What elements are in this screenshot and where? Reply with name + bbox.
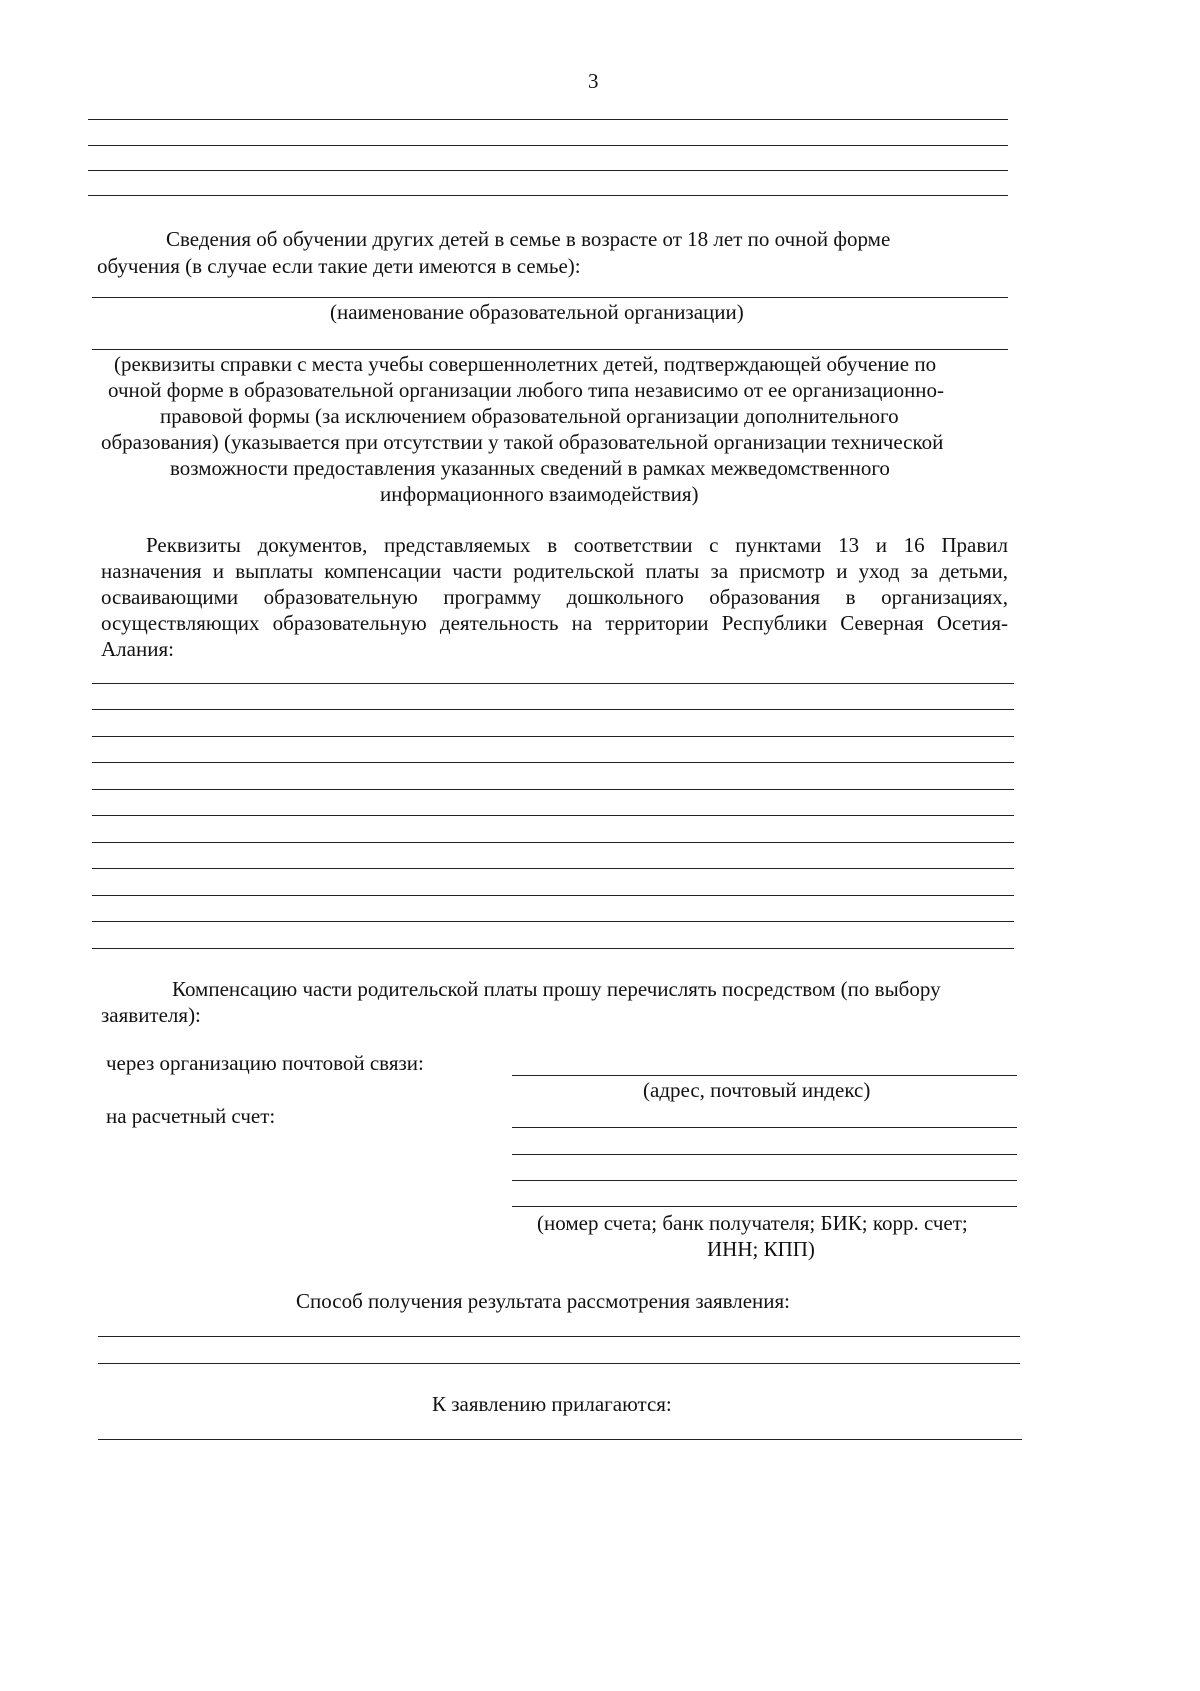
documents-field-line[interactable]	[92, 868, 1014, 869]
account-caption-line2: ИНН; КПП)	[707, 1237, 815, 1261]
documents-paragraph-line: Реквизиты документов, представляемых в соответствии с пунктами 13 и 16 Правил	[146, 533, 1008, 557]
requisites-caption-line: возможности предоставления указанных сведений в рамках межведомственного	[170, 456, 890, 480]
certificate-requisites-field[interactable]	[92, 349, 1008, 350]
page-number: 3	[588, 69, 599, 93]
payment-heading-line1: Компенсацию части родительской платы прошу перечислять посредством (по выбору	[172, 977, 941, 1001]
blank-line	[88, 145, 1008, 146]
postal-caption: (адрес, почтовый индекс)	[643, 1078, 871, 1102]
attachments-heading: К заявлению прилагаются:	[432, 1392, 672, 1416]
attachments-field-line[interactable]	[98, 1439, 1022, 1440]
result-method-field-line[interactable]	[98, 1336, 1020, 1337]
other-children-heading-line1: Сведения об обучении других детей в семье в возрасте от 18 лет по очной форме	[166, 227, 891, 251]
documents-paragraph-line: назначения и выплаты компенсации части родительской платы за присмотр и уход за детьми,	[101, 559, 1008, 583]
account-field-line[interactable]	[512, 1180, 1017, 1181]
postal-label: через организацию почтовой связи:	[106, 1051, 424, 1075]
documents-field-line[interactable]	[92, 683, 1014, 684]
education-org-caption: (наименование образовательной организации)	[330, 300, 744, 324]
result-method-field-line[interactable]	[98, 1363, 1020, 1364]
documents-field-line[interactable]	[92, 709, 1014, 710]
blank-line	[88, 170, 1008, 171]
requisites-caption-line: образования) (указывается при отсутствии у такой образовательной организации технической	[101, 430, 944, 454]
blank-line	[88, 119, 1008, 120]
documents-field-line[interactable]	[92, 842, 1014, 843]
requisites-caption-line: правовой формы (за исключением образовательной организации дополнительного	[160, 404, 899, 428]
account-field-line[interactable]	[512, 1127, 1017, 1128]
documents-field-line[interactable]	[92, 762, 1014, 763]
blank-line	[88, 195, 1008, 196]
documents-paragraph-line: осуществляющих образовательную деятельность на территории Республики Северная Осетия-	[101, 611, 1008, 635]
documents-field-line[interactable]	[92, 895, 1014, 896]
account-label: на расчетный счет:	[106, 1104, 276, 1128]
documents-paragraph-line: осваивающими образовательную программу дошкольного образования в организациях,	[101, 585, 1008, 609]
requisites-caption-line: информационного взаимодействия)	[380, 482, 699, 506]
documents-field-line[interactable]	[92, 789, 1014, 790]
other-children-heading-line2: обучения (в случае если такие дети имеются в семье):	[97, 254, 581, 278]
documents-paragraph-line: Алания:	[101, 637, 174, 661]
documents-field-line[interactable]	[92, 948, 1014, 949]
account-caption-line1: (номер счета; банк получателя; БИК; корр. счет;	[537, 1211, 968, 1235]
account-field-line[interactable]	[512, 1154, 1017, 1155]
documents-field-line[interactable]	[92, 921, 1014, 922]
education-org-field[interactable]	[92, 297, 1008, 298]
documents-field-line[interactable]	[92, 736, 1014, 737]
payment-heading-line2: заявителя):	[101, 1003, 201, 1027]
requisites-caption-line: очной форме в образовательной организации любого типа независимо от ее организационно-	[108, 378, 945, 402]
documents-field-line[interactable]	[92, 815, 1014, 816]
account-field-line[interactable]	[512, 1206, 1017, 1207]
postal-address-field[interactable]	[512, 1075, 1017, 1076]
requisites-caption-line: (реквизиты справки с места учебы совершеннолетних детей, подтверждающей обучение по	[114, 352, 937, 376]
result-method-heading: Способ получения результата рассмотрения заявления:	[296, 1289, 791, 1313]
